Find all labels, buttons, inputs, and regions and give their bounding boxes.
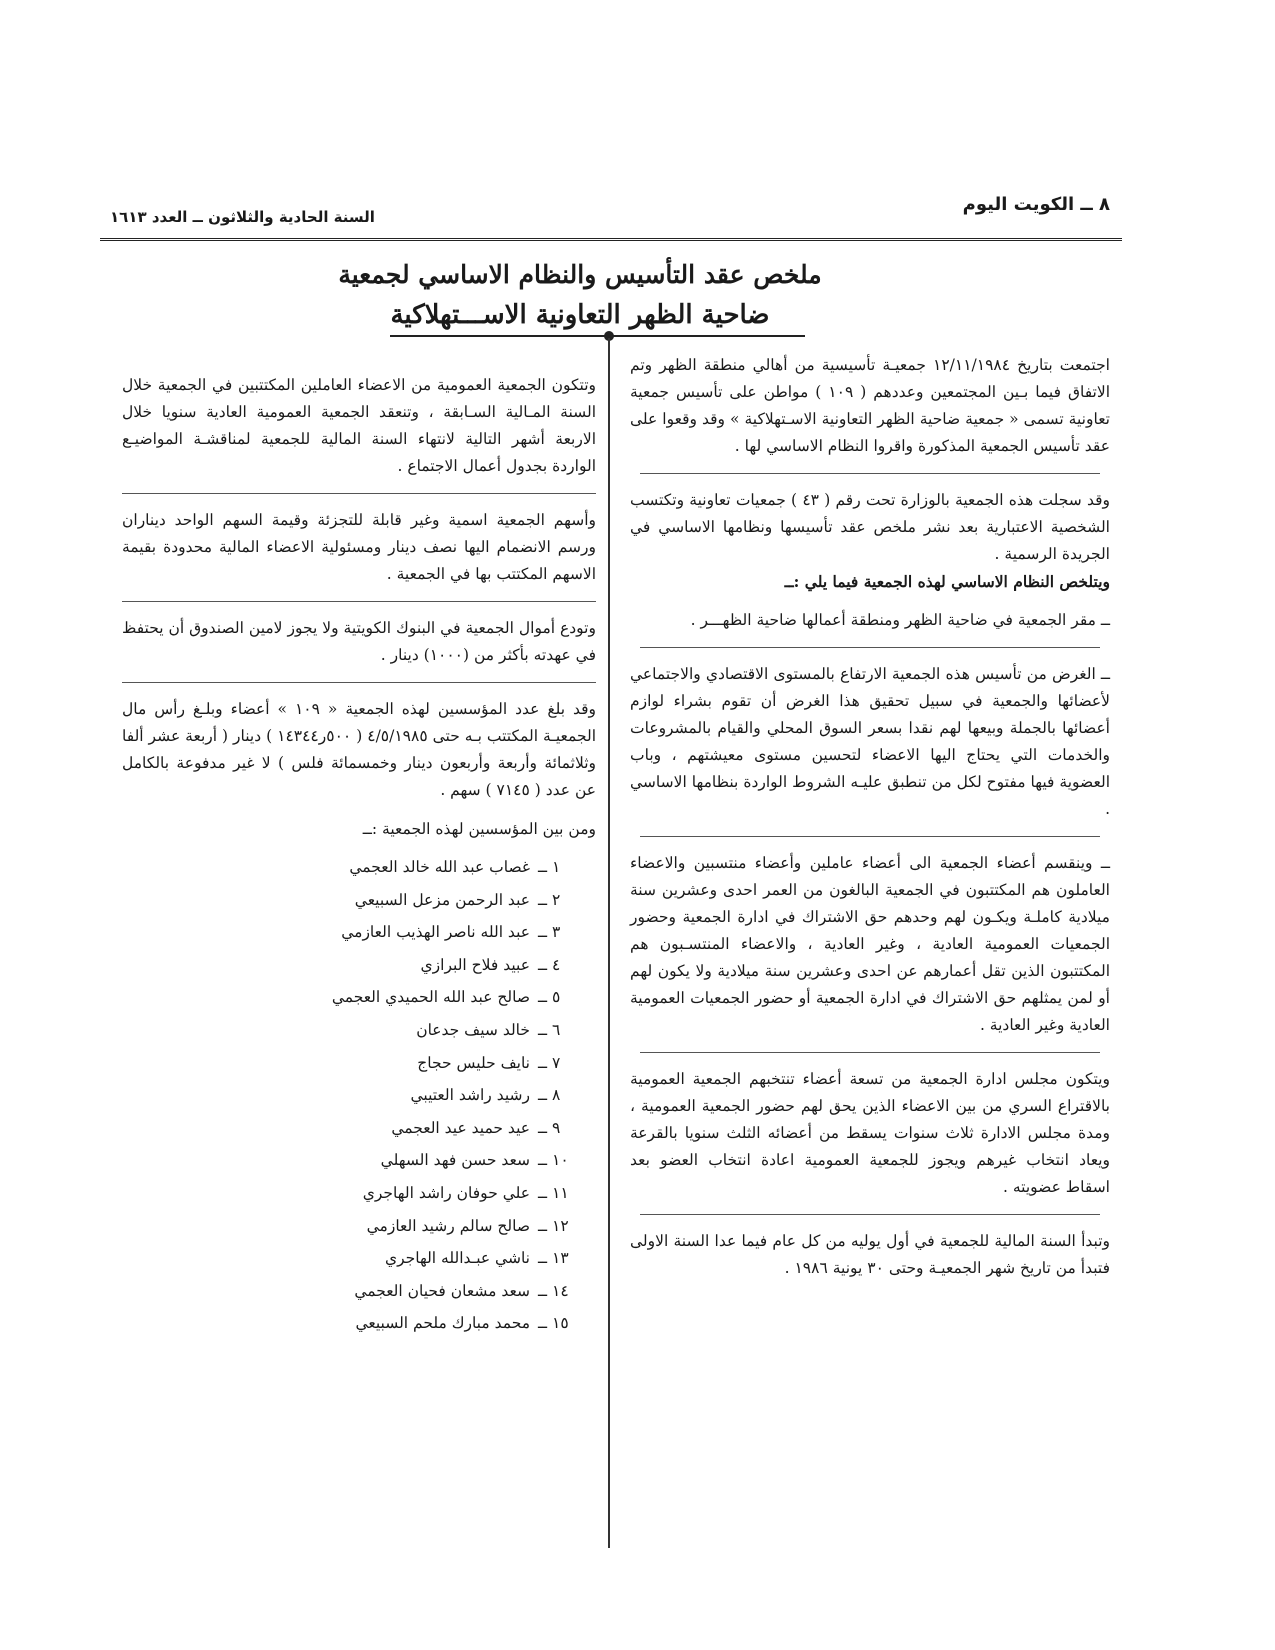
paragraph-board: ويتكون مجلس ادارة الجمعية من تسعة أعضاء تنتخبهم الجمعية العمومية بالاقتراع السري من بين الاعضاء الذين يحق لهم حضور الجمعية العمومية ، ومدة مجلس الادارة ثلاث سنوات يسقط من أعضائه الثلث سنويا بالقرعة ويعاد انتخاب غيرهم ويجوز للجمعية العمومية اعادة انتخاب العضو بعد اسقاط عضويته . [630,1070,1110,1196]
founder-name: سعد حسن فهد السهلي [380,1151,530,1170]
founder-name: عبد الرحمن مزعل السبيعي [354,890,530,909]
founder-name: علي حوفان راشد الهاجري [362,1183,530,1202]
founder-name: رشيد راشد العتيبي [410,1086,530,1105]
page-label: ٨ ــ الكويت اليوم [962,194,1110,215]
paragraph-separator [640,473,1101,474]
issue-label: السنة الحادية والثلاثون ــ العدد ١٦١٣ [110,208,375,226]
paragraph-shares: وأسهم الجمعية اسمية وغير قابلة للتجزئة وقيمة السهم الواحد ديناران ورسم الانضمام اليها نصف دينار ومسئولية الاعضاء المالية محدودة بقيمة الاسهم المكتتب بها في الجمعية . [122,511,596,583]
title-line-2: ضاحية الظهر التعاونية الاســـتهلاكية [390,300,770,330]
founder-number: ٤ ــ [538,955,561,974]
founder-name: عبيد فلاح البرازي [420,955,530,974]
paragraph-separator [640,647,1101,648]
founder-name: غصاب عبد الله خالد العجمي [349,858,530,876]
founder-number: ٣ ــ [538,923,561,942]
right-column [630,352,1110,1282]
founder-number: ١٥ ــ [538,1314,569,1333]
founder-number: ٧ ــ [538,1053,561,1072]
list-item [122,1112,596,1145]
paragraph-separator [640,1214,1101,1215]
document-title [300,255,860,335]
header-divider [100,238,1122,241]
paragraph-capital: وقد بلغ عدد المؤسسين لهذه الجمعية « ١٠٩ » أعضاء وبلـغ رأس مال الجمعيـة المكتتب بـه حتى ٤/٥/١٩٨٥ ( ٥٠٠ر١٤٣٤٤ ) دينار ( أربعة عشر ألفا وثلاثمائة وأربعة وأربعون دينار وخمسمائة فلس ) لا غير مدفوعة بالكامل عن عدد ( ٧١٤٥ ) سهم . [122,700,596,799]
founder-number: ٥ ــ [538,988,561,1007]
list-item [122,1210,596,1243]
list-item [122,851,596,884]
founders-intro: ومن بين المؤسسين لهذه الجمعية :ــ [362,820,596,838]
page-header [100,186,1120,232]
list-item [122,1144,596,1177]
founder-number: ١١ ــ [538,1183,569,1202]
founder-number: ١٣ ــ [538,1249,569,1268]
founder-name: محمد مبارك ملحم السبيعي [355,1314,530,1333]
founder-number: ٨ ــ [538,1086,561,1105]
list-item [122,916,596,949]
paragraph-separator [122,493,596,494]
founder-name: سعد مشعان فحيان العجمي [354,1281,530,1300]
founder-number: ١ ــ [538,858,561,876]
founder-name: خالد سيف جدعان [416,1020,530,1039]
founders-list [122,851,596,1340]
founder-number: ١٠ ــ [538,1151,569,1170]
founder-number: ١٤ ــ [538,1281,569,1300]
column-divider [608,338,610,1548]
founder-number: ٩ ــ [538,1118,561,1137]
founder-name: ناشي عبـدالله الهاجري [384,1249,530,1268]
paragraph-general-assembly: وتتكون الجمعية العمومية من الاعضاء العاملين المكتتبين في الجمعية خلال السنة المـالية السـابقة ، وتنعقد الجمعية العمومية العادية سنويا خلال الاربعة أشهر التالية لانتهاء السنة المالية للجمعية لمناقشـة المواضيـع الواردة بجدول أعمال الاجتماع . [122,376,596,475]
list-item [122,1047,596,1080]
founder-name: عيد حميد عيد العجمي [391,1118,530,1137]
founder-name: نايف حليس حجاج [417,1053,530,1072]
list-item [122,1014,596,1047]
left-column [122,372,596,1340]
list-item [122,1177,596,1210]
paragraph-purpose: ــ الغرض من تأسيس هذه الجمعية الارتفاع بالمستوى الاقتصادي والاجتماعي لأعضائها والجمعية في سبيل تحقيق هذا الغرض أن تقوم بشراء لوازم أعضائها بالجملة وبيعها لهم نقدا بسعر السوق المحلي والقيام بالمشروعات والخدمات التي يحتاج اليها الاعضاء لتحسين مستوى معيشتهم ، وباب العضوية فيها مفتوح لكل من تنطبق عليـه الشروط الواردة بنظامها الاساسي . [630,665,1110,818]
list-item [122,1242,596,1275]
list-item [122,1307,596,1340]
paragraph-registration: وقد سجلت هذه الجمعية بالوزارة تحت رقم ( ٤٣ ) جمعيات تعاونية وتكتسب الشخصية الاعتبارية بعد نشر ملخص عقد تأسيسها ونظامها الاساسي في الجريدة الرسمية . [630,491,1110,563]
list-item [122,981,596,1014]
title-line-1: ملخص عقد التأسيس والنظام الاساسي لجمعية [338,260,822,289]
paragraph-separator [122,601,596,602]
paragraph-founding: اجتمعت بتاريخ ١٢/١١/١٩٨٤ جمعيـة تأسيسية من أهالي منطقة الظهر وتم الاتفاق فيما بـين المجتمعين وعددهم ( ١٠٩ ) مواطن على تأسيس جمعية تعاونية تسمى « جمعية ضاحية الظهر التعاونية الاسـتهلاكية » وقد وقعوا على عقد تأسيس الجمعية المذكورة واقروا النظام الاساسي لها . [630,356,1111,455]
paragraph-separator [640,1052,1101,1053]
founder-number: ٢ ــ [538,890,561,909]
paragraph-fiscal-year: وتبدأ السنة المالية للجمعية في أول يوليه من كل عام فيما عدا السنة الاولى فتبدأ من تاريخ شهر الجمعيـة وحتى ٣٠ يونية ١٩٨٦ . [630,1232,1110,1277]
founder-number: ١٢ ــ [538,1216,569,1235]
founder-name: عبد الله ناصر الهذيب العازمي [341,923,530,942]
bylaws-subheading: ويتلخص النظام الاساسي لهذه الجمعية فيما يلي :ــ [784,572,1110,591]
paragraph-membership: ــ وينقسم أعضاء الجمعية الى أعضاء عاملين وأعضاء منتسبين والاعضاء العاملون هم المكتتبون في الجمعية البالغون من العمر احدى وعشرين سنة ميلادية كاملـة ويكـون لهم وحدهم حق الاشتراك في ادارة الجمعية وحضور الجمعيات العمومية العادية ، وغير العادية ، والاعضاء المنتسـبون هم المكتتبون الذين تقل أعمارهم عن احدى وعشرين سنة ميلادية ولا يكون لهم أو لمن يمثلهم حق الاشتراك في ادارة الجمعية أو حضور الجمعيات العمومية العادية وغير العادية . [630,854,1110,1034]
list-item [122,884,596,917]
list-item [122,949,596,982]
founder-number: ٦ ــ [538,1020,561,1039]
list-item [122,1079,596,1112]
paragraph-separator [122,682,596,683]
founder-name: صالح عبد الله الحميدي العجمي [331,988,530,1007]
paragraph-separator [640,836,1101,837]
paragraph-headquarters: ــ مقر الجمعية في ضاحية الظهر ومنطقة أعمالها ضاحية الظهـــر . [690,611,1110,629]
title-divider [390,335,805,337]
founder-name: صالح سالم رشيد العازمي [366,1216,530,1235]
paragraph-funds: وتودع أموال الجمعية في البنوك الكويتية ولا يجوز لامين الصندوق أن يحتفظ في عهدته بأكثر من (١٠٠٠) دينار . [122,619,596,664]
list-item [122,1275,596,1308]
